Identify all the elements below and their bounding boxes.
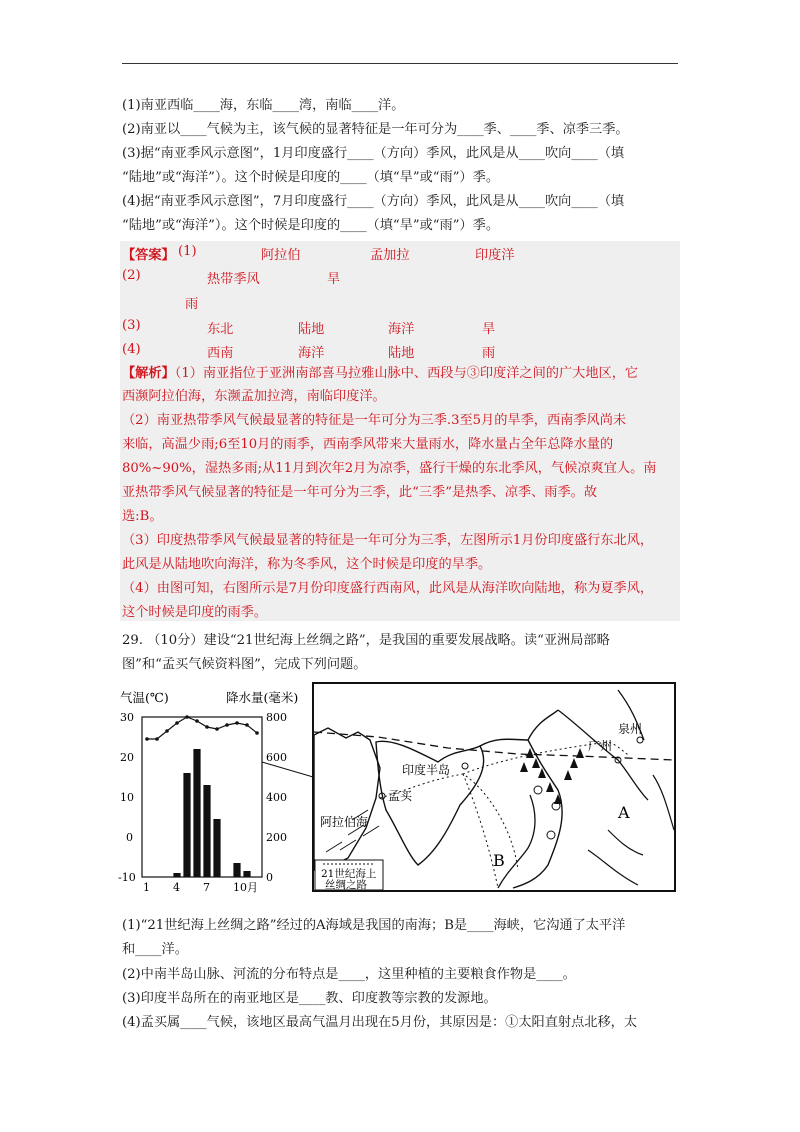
label-mumbai: 孟买 [388,789,413,803]
precip-bar-4 [173,873,180,877]
temp-point-11 [245,723,249,727]
temp-point-7 [205,725,209,729]
legend-text-1: 21世纪海上 [321,868,377,880]
analysis-p2d: 亚热带季风气候显著的特征是一年可分为三季，此“三季”是热季、凉季、雨季。故 [122,485,598,500]
q29-sub1-line1: (1)“21世纪海上丝绸之路”经过的A海域是我国的南海；B是____海峡，它沟通了太平洋 [122,918,626,933]
answer-1-c: 印度洋 [475,248,515,263]
answer-4-b: 海洋 [298,346,325,361]
precip-bar-5 [183,773,190,877]
temp-point-5 [185,715,189,719]
answer-1-num: (1) [178,244,197,259]
analysis-p2c: 80%~90%，湿热多雨;从11月到次年2月为凉季，盛行干燥的东北季风，气候凉爽宜人。南 [122,461,657,476]
label-india-peninsula: 印度半岛 [402,763,451,777]
temp-point-6 [195,719,199,723]
answer-4-c: 陆地 [388,346,415,361]
analysis-p4a: （4）由图可知，右图所示是7月份印度盛行西南风，此风是从海洋吹向陆地，称为夏季风， [122,581,654,596]
q29-sub4: (4)孟买属____气候，该地区最高气温月出现在5月份，其原因是：①太阳直射点北移，太 [122,1015,638,1030]
precip-bar-6 [193,749,200,877]
q29-sub2: (2)中南半岛山脉、河流的分布特点是____，这里种植的主要粮食作物是____。 [122,967,576,982]
left-tick-0: 0 [126,831,133,844]
temperature-line [147,717,257,739]
label-b: B [493,851,505,870]
left-tick-neg10: -10 [118,871,136,884]
q29-sub3: (3)印度半岛所在的南亚地区是____教、印度教等宗教的发源地。 [122,991,497,1006]
x-tick-4: 4 [173,881,180,894]
question-4-line1: (4)据“南亚季风示意图”，7月印度盛行____（方向）季风，此风是从____吹向____（填 [122,194,625,209]
temp-point-8 [215,727,219,731]
analysis-p3b: 此风是从陆地吹向海洋，称为冬季风，这个时候是印度的旱季。 [122,557,492,572]
label-quanzhou: 泉州 [618,722,643,736]
question-2: (2)南亚以____气候为主，该气候的显著特征是一年可分为____季、____季、凉季三季。 [122,122,629,137]
right-ticks [266,711,287,884]
answer-3-a: 东北 [207,322,234,337]
right-tick-200: 200 [266,831,287,844]
question-29-line2: 图”和“孟买气候资料图”，完成下列问题。 [122,657,367,672]
label-a: A [618,803,630,822]
temp-point-1 [145,737,149,741]
answer-2-num: (2) [122,268,141,283]
asia-map [313,683,675,891]
right-tick-800: 800 [266,711,287,724]
answer-4-num: (4) [122,342,141,357]
question-3-line1: (3)据“南亚季风示意图”，1月印度盛行____（方向）季风，此风是从____吹向____（填 [122,146,625,161]
answer-tag: 【答案】 [122,248,175,263]
answer-1-b: 孟加拉 [370,248,410,263]
question-29-line1: 29. （10分）建设“21世纪海上丝绸之路”，是我国的重要发展战略。读“亚洲局部略 [122,633,610,648]
analysis-p1a: 【解析】（1）南亚指位于亚洲南部喜马拉雅山脉中、西段与③印度洋之间的广大地区，它 [122,366,639,381]
precip-axis-label: 降水量(毫米) [226,690,299,705]
temp-axis-label: 气温(℃) [120,690,169,705]
question-4-line2: “陆地”或“海洋”）。这个时候是印度的____（填“旱”或“雨”）季。 [122,218,500,233]
analysis-p2e: 选:B。 [122,509,163,524]
temp-point-9 [225,723,229,727]
figure-climate-and-map [118,680,682,900]
left-tick-10: 10 [120,791,134,804]
precip-bar-10 [233,863,240,877]
answer-2-c: 雨 [185,297,199,312]
answer-4-a: 西南 [207,346,234,361]
analysis-p3a: （3）印度热带季风气候最显著的特征是一年可分为三季，左图所示1月份印度盛行东北风， [122,533,654,548]
left-tick-30: 30 [120,711,134,724]
answer-2-a: 热带季风 [207,272,260,287]
label-guangzhou: 广州 [588,739,613,753]
right-tick-400: 400 [266,791,287,804]
x-tick-1: 1 [143,881,150,894]
question-3-line2: “陆地”或“海洋”）。这个时候是印度的____（填“旱”或“雨”）季。 [122,170,500,185]
header-rule [122,63,678,64]
analysis-p1b: 西濒阿拉伯海，东濒孟加拉湾，南临印度洋。 [122,389,386,404]
answer-3-c: 海洋 [388,322,415,337]
answer-3-num: (3) [122,318,141,333]
precip-bar-11 [243,871,250,877]
left-tick-20: 20 [120,751,134,764]
x-tick-10: 10月 [233,881,258,894]
q29-sub1-line2: 和____洋。 [122,942,188,957]
temp-point-4 [175,721,179,725]
temp-point-2 [155,737,159,741]
plot-frame [142,717,262,877]
answer-3-d: 旱 [482,322,496,337]
analysis-p4b: 这个时候是印度的雨季。 [122,605,268,620]
right-tick-0: 0 [266,871,273,884]
precip-bar-7 [203,785,210,877]
temp-point-12 [255,731,259,735]
analysis-p2b: 来临，高温少雨;6至10月的雨季，西南季风带来大量雨水，降水量占全年总降水量的 [122,437,614,452]
right-tick-600: 600 [266,751,287,764]
analysis-p2a: （2）南亚热带季风气候最显著的特征是一年可分为三季.3至5月的旱季，西南季风尚未 [122,413,627,428]
left-ticks [118,711,136,884]
x-ticks [143,881,258,894]
x-tick-7: 7 [203,881,210,894]
legend-text-2: 丝绸之路 [325,879,367,891]
answer-3-b: 陆地 [298,322,325,337]
answer-2-b: 旱 [327,272,341,287]
precip-bar-8 [213,819,220,877]
label-arabian-sea: 阿拉伯海 [320,815,369,829]
answer-1-a: 阿拉伯 [261,248,301,263]
answer-4-d: 雨 [482,346,496,361]
temp-point-3 [165,729,169,733]
question-1: (1)南亚西临____海，东临____湾，南临____洋。 [122,98,405,113]
temp-point-10 [235,721,239,725]
analysis-tag: 【解析】 [122,366,175,381]
